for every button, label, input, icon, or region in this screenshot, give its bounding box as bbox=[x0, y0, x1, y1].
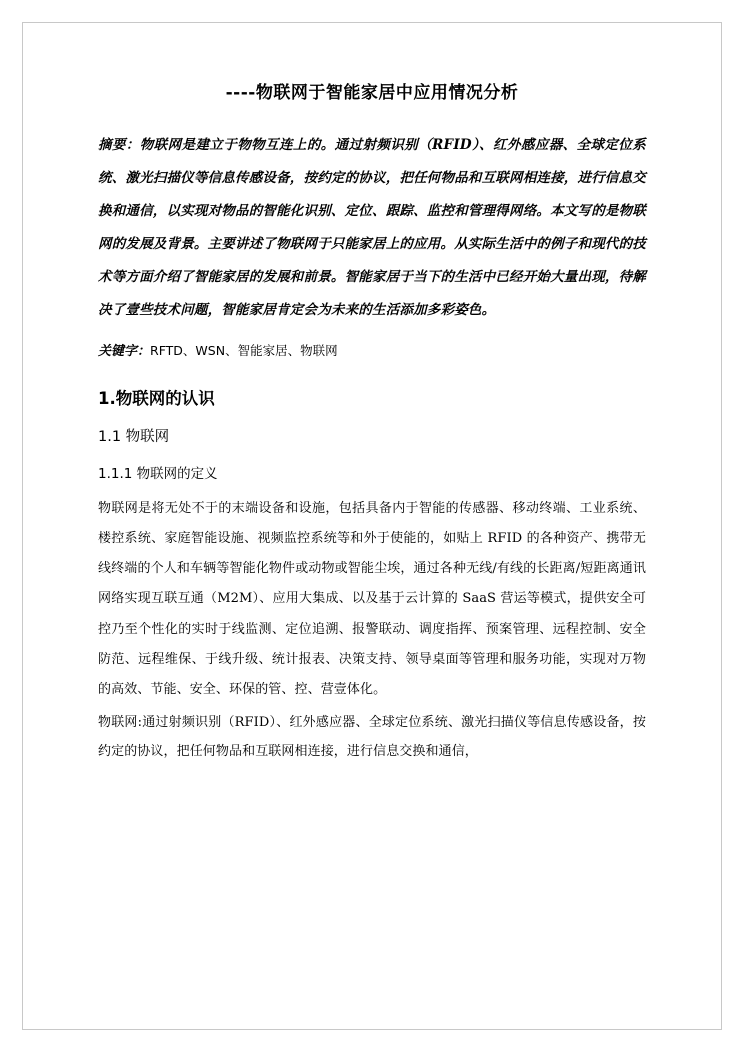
section-subsubheading-1-1-1: 1.1.1 物联网的定义 bbox=[98, 465, 218, 482]
section-subheading-1-1: 1.1 物联网 bbox=[98, 428, 170, 445]
abstract-paragraph bbox=[98, 129, 646, 327]
keywords-text: RFTD、WSN、智能家居、物联网 bbox=[150, 343, 338, 359]
abstract-text: 物联网是建立于物物互连上的。通过射频识别（RFID）、红外感应器、全球定位系统、激光扫描仪等信息传感设备，按约定的协议，把任何物品和互联网相连接，进行信息交换和通信，以实现对物品的智能化识别、定位、跟踪、监控和管理得网络。本文写的是物联网的发展及背景。主要讲述了物联网于只能家居上的应用。从实际生活中的例子和现代的技术等方面介绍了智能家居的发展和前景。智能家居于当下的生活中已经开始大量出现，待解决了壹些技术问题，智能家居肯定会为未来的生活添加多彩姿色。 bbox=[98, 137, 646, 319]
document-content bbox=[98, 78, 646, 770]
abstract-label: 摘要： bbox=[98, 137, 140, 153]
body-paragraph-1: 物联网是将无处不于的末端设备和设施，包括具备内于智能的传感器、移动终端、工业系统、楼控系统、家庭智能设施、视频监控系统等和外于使能的，如贴上 RFID 的各种资产、携带无线终端的个人和车辆等智能化物件或动物或智能尘埃，通过各种无线/有线的长距离/短距离通讯网络实现互联互通（M2M）、应用大集成、以及基于云计算的 SaaS 营运等模式，提供安全可控乃至个性化的实时于线监测、定位追溯、报警联动、调度指挥、预案管理、远程控制、安全防范、远程维保、于线升级、统计报表、决策支持、领导桌面等管理和服务功能，实现对万物的高效、节能、安全、环保的管、控、营壹体化。 bbox=[98, 500, 646, 697]
keywords-label: 关键字： bbox=[98, 344, 151, 360]
section-heading-1: 1.物联网的认识 bbox=[98, 388, 215, 408]
page-title: ----物联网于智能家居中应用情况分析 bbox=[225, 83, 519, 103]
body-paragraph-2: 物联网:通过射频识别（RFID）、红外感应器、全球定位系统、激光扫描仪等信息传感设备，按约定的协议，把任何物品和互联网相连接，进行信息交换和通信， bbox=[98, 715, 646, 759]
keywords-paragraph bbox=[98, 337, 646, 367]
